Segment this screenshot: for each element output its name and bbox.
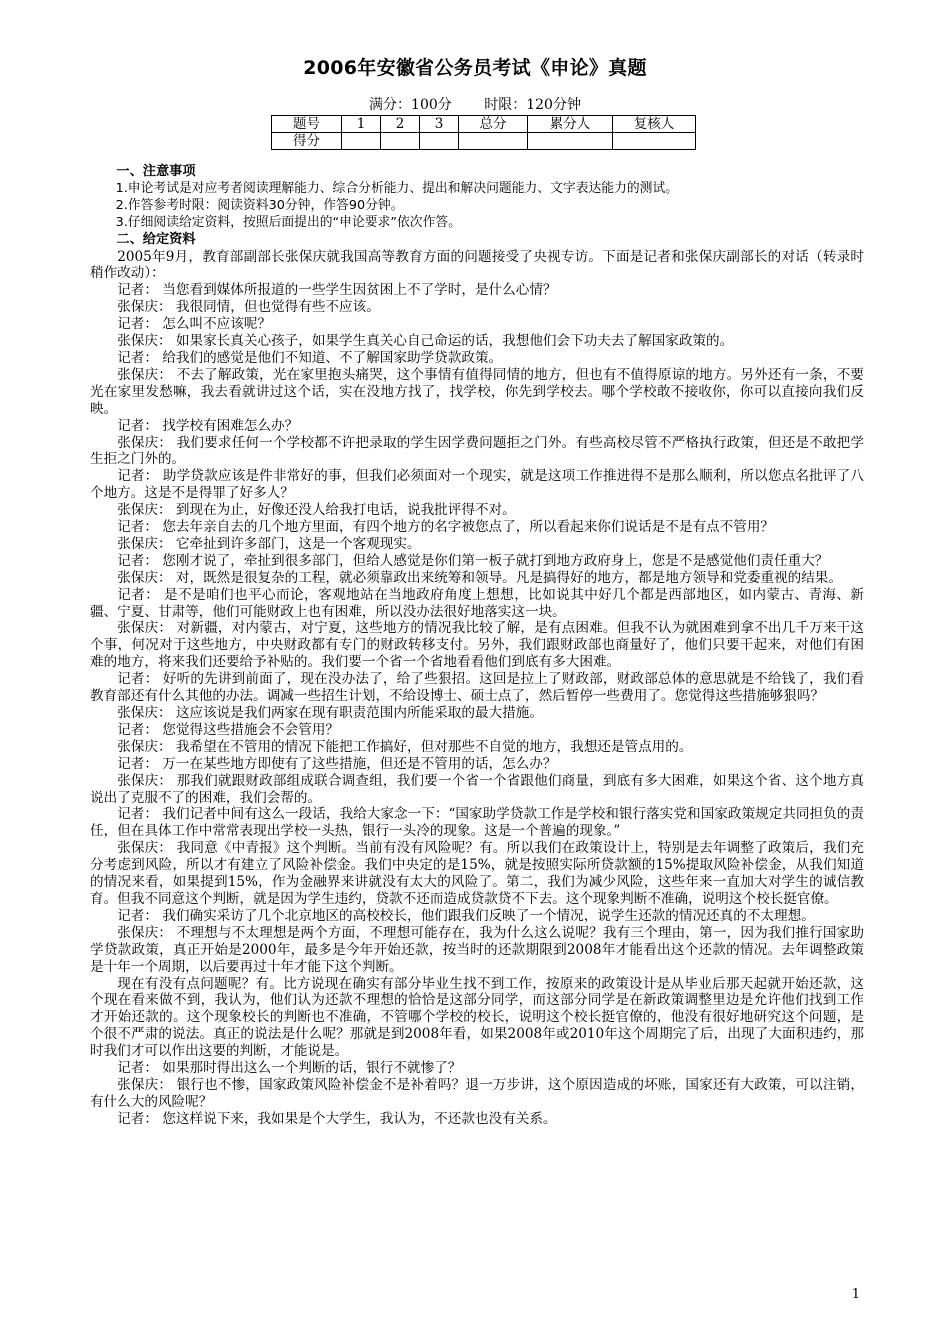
dialogue-paragraph bbox=[90, 773, 864, 807]
dialogue-paragraph bbox=[90, 671, 864, 705]
paragraph-text: 我同意《中青报》这个判断。当前有没有风险呢？有。所以我们在政策设计上，特别是去年调整了政策后，我们充分考虑到风险，所以才有建立了风险补偿金。我们中央定的是15%，就是按照实际所贷款额的15%提取风险补偿金，从我们知道的情况来看，如果提到15%，作为金融界来讲就没有太大的风险了。第二，我们为减少风险，这些年来一直加大对学生的诚信教育。但我不同意这个判断，就是因为学生违约，贷款不还而造成贷款贷不下去。这个现象判断不准确，说明这个校长挺官僚。 bbox=[90, 840, 864, 907]
dialogue-paragraph bbox=[90, 705, 864, 722]
time-limit: 时限：120分钟 bbox=[484, 97, 581, 113]
dialogue-paragraph bbox=[90, 806, 864, 840]
dialogue-paragraph bbox=[90, 282, 864, 299]
dialogue-paragraph bbox=[90, 756, 864, 773]
speaker-label: 记者： bbox=[117, 349, 158, 366]
score-header-cell: 2 bbox=[381, 116, 420, 133]
dialogue-paragraph bbox=[90, 553, 864, 570]
dialogue-paragraph bbox=[90, 908, 864, 925]
paragraph-text: 助学贷款应该是件非常好的事，但我们必须面对一个现实，就是这项工作推进得不是那么顺利，所以您点名批评了八个地方。这是不是得罪了好多人？ bbox=[90, 468, 864, 502]
speaker-label: 张保庆： bbox=[117, 333, 172, 350]
score-header-cell: 复核人 bbox=[613, 116, 696, 133]
paragraph-text: 万一在某些地方即使有了这些措施，但还是不管用的话，怎么办？ bbox=[162, 755, 557, 772]
score-header-cell: 1 bbox=[342, 116, 381, 133]
score-header-cell: 3 bbox=[420, 116, 459, 133]
score-cell[interactable] bbox=[613, 133, 696, 150]
dialogue-paragraph bbox=[90, 840, 864, 908]
dialogue-paragraph bbox=[90, 1060, 864, 1077]
paragraph-text: 我们确实采访了几个北京地区的高校校长，他们跟我们反映了一个情况，说学生还款的情况还真的不太理想。 bbox=[162, 907, 815, 924]
dialogue-paragraph bbox=[90, 620, 864, 671]
paragraph-text: 您觉得这些措施会不会管用？ bbox=[162, 721, 340, 738]
dialogue-paragraph bbox=[90, 976, 864, 1061]
speaker-label: 记者： bbox=[117, 806, 159, 823]
dialogue-paragraph bbox=[90, 299, 864, 316]
dialogue-paragraph bbox=[90, 739, 864, 756]
document-body bbox=[90, 164, 864, 1128]
score-cell[interactable] bbox=[420, 133, 459, 150]
speaker-label: 张保庆： bbox=[117, 502, 172, 519]
dialogue-paragraph bbox=[90, 316, 864, 333]
note-item: 2.作答参考时限：阅读资料30分钟，作答90分钟。 bbox=[115, 197, 404, 213]
dialogue-paragraph bbox=[90, 1077, 864, 1111]
dialogue-paragraph bbox=[90, 570, 864, 587]
paragraph-text: 对新疆，对内蒙古，对宁夏，这些地方的情况我比较了解，是有点困难。但我不认为就困难到拿不出几千万来干这个事，何况对于这些地方，中央财政都有专门的财政转移支付。另外，我们跟财政部也商量好了，他们只要干起来，对他们有困难的地方，将来我们还要给予补贴的。我们要一个省一个省地看看他们到底有多大困难。 bbox=[90, 620, 864, 671]
section-heading-materials: 二、给定资料 bbox=[116, 231, 196, 247]
score-header-cell: 题号 bbox=[272, 116, 342, 133]
page-title: 2006年安徽省公务员考试《申论》真题 bbox=[303, 57, 647, 79]
score-cell[interactable] bbox=[528, 133, 613, 150]
score-cell[interactable] bbox=[342, 133, 381, 150]
paragraph-text: 不理想与不太理想是两个方面，不理想可能存在，我为什么这么说呢？我有三个理由，第一，因为我们推行国家助学贷款政策，真正开始是2000年，最多是今年开始还款，按当时的还款期限到2008年才能看出这个还款的情况。去年调整政策是十年一个周期，以后要再过十年才能下这个判断。 bbox=[90, 924, 864, 975]
dialogue-paragraph bbox=[90, 418, 864, 435]
paragraph-text: 您这样说下来，我如果是个大学生，我认为，不还款也没有关系。 bbox=[162, 1110, 557, 1127]
dialogue-paragraph bbox=[90, 350, 864, 367]
score-row-label: 得分 bbox=[272, 133, 342, 150]
speaker-label: 张保庆： bbox=[117, 738, 172, 755]
speaker-label: 记者： bbox=[117, 907, 158, 924]
speaker-label: 记者： bbox=[117, 417, 158, 434]
paragraph-text: 是不是咱们也平心而论，客观地站在当地政府角度上想想，比如说其中好几个都是西部地区，如内蒙古、青海、新疆、宁夏、甘肃等，他们可能财政上也有困难，所以没办法很好地落实这一块。 bbox=[90, 586, 865, 620]
note-item: 1.申论考试是对应考者阅读理解能力、综合分析能力、提出和解决问题能力、文字表达能力的测试。 bbox=[115, 180, 679, 196]
score-cell[interactable] bbox=[459, 133, 528, 150]
paragraph-text: 那我们就跟财政部组成联合调查组，我们要一个省一个省跟他们商量，到底有多大困难，如果这个省、这个地方真说出了克服不了的困难，我们会帮的。 bbox=[90, 772, 864, 806]
dialogue-paragraph bbox=[90, 587, 864, 621]
speaker-label: 记者： bbox=[117, 468, 159, 485]
dialogue-paragraph bbox=[90, 468, 864, 502]
paragraph-text: 您刚才说了，牵扯到很多部门，但给人感觉是你们第一板子就打到地方政府身上，您是不是感觉他们责任重大？ bbox=[162, 552, 829, 569]
speaker-label: 记者： bbox=[117, 316, 158, 333]
dialogue-paragraph bbox=[90, 502, 864, 519]
speaker-label: 张保庆： bbox=[117, 620, 173, 637]
speaker-label: 记者： bbox=[117, 586, 160, 603]
dialogue-paragraph bbox=[90, 435, 864, 469]
dialogue-paragraph bbox=[90, 1111, 864, 1128]
page-number: 1 bbox=[851, 1287, 860, 1302]
paragraph-text: 银行也不惨，国家政策风险补偿金不是补着吗？退一万步讲，这个原因造成的坏账，国家还有大政策，可以注销，有什么大的风险呢？ bbox=[90, 1076, 864, 1110]
paragraph-text: 现在有没有点问题呢？有。比方说现在确实有部分毕业生找不到工作，按原来的政策设计是从毕业后那天起就开始还款，这个现在看来做不到，我认为，他们认为还款不理想的恰恰是这部分同学，而这部分同学是在新政策调整里边是允许他们找到工作才开始还款的。这个现象校长的判断也不准确，不管哪个学校的校长，说明这个校长挺官僚的，他没有很好地研究这个问题，是个很不严肃的说法。真正的说法是什么呢？那就是到2008年看，如果2008年或2010年这个周期完了后，出现了大面积违约，那时我们才可以作出这要的判断，才能说是。 bbox=[90, 975, 864, 1060]
speaker-label: 记者： bbox=[117, 721, 158, 738]
speaker-label: 张保庆： bbox=[117, 299, 172, 316]
speaker-label: 张保庆： bbox=[117, 434, 173, 451]
dialogue-paragraph bbox=[90, 722, 864, 739]
paragraph-text: 怎么叫不应该呢？ bbox=[162, 316, 272, 333]
speaker-label: 张保庆： bbox=[117, 772, 173, 789]
speaker-label: 张保庆： bbox=[117, 924, 173, 941]
paragraph-text: 好听的先讲到前面了，现在没办法了，给了些狠招。这回是拉上了财政部，财政部总体的意思就是不给钱了，我们看教育部还有什么其他的办法。调减一些招生计划，不给设博士、硕士点了，然后暂停一些费用了。您觉得这些措施够狠吗？ bbox=[90, 671, 864, 705]
score-table-header-row bbox=[272, 116, 696, 133]
paragraph-text: 给我们的感觉是他们不知道、不了解国家助学贷款政策。 bbox=[162, 349, 503, 366]
score-table-score-row bbox=[272, 133, 696, 150]
dialogue-paragraph bbox=[90, 519, 864, 536]
paragraph-text: 到现在为止，好像还没人给我打电话，说我批评得不对。 bbox=[175, 502, 516, 519]
speaker-label: 记者： bbox=[117, 519, 158, 536]
paragraph-text: 如果家长真关心孩子，如果学生真关心自己命运的话，我想他们会下功夫去了解国家政策的。 bbox=[175, 333, 734, 350]
dialogue-paragraph bbox=[90, 333, 864, 350]
speaker-label: 张保庆： bbox=[117, 1076, 173, 1093]
note-item: 3.仔细阅读给定资料，按照后面提出的“申论要求”依次作答。 bbox=[115, 214, 461, 230]
dialogue-material bbox=[90, 249, 864, 1128]
speaker-label: 记者： bbox=[117, 552, 158, 569]
speaker-label: 记者： bbox=[117, 282, 158, 299]
speaker-label: 张保庆： bbox=[117, 705, 172, 721]
speaker-label: 张保庆： bbox=[117, 569, 172, 586]
dialogue-paragraph bbox=[90, 925, 864, 976]
score-cell[interactable] bbox=[381, 133, 420, 150]
speaker-label: 记者： bbox=[117, 1110, 158, 1127]
paragraph-text: 它牵扯到许多部门，这是一个客观现实。 bbox=[175, 535, 421, 552]
full-marks: 满分：100分 bbox=[369, 97, 452, 113]
speaker-label: 记者： bbox=[117, 1060, 158, 1077]
paragraph-text: 如果那时得出这么一个判断的话，银行不就惨了？ bbox=[162, 1060, 462, 1077]
paragraph-text: 您去年亲自去的几个地方里面，有四个地方的名字被您点了，所以看起来你们说话是不是有点不管用？ bbox=[162, 519, 775, 536]
score-header-cell: 累分人 bbox=[528, 116, 613, 133]
speaker-label: 张保庆： bbox=[117, 366, 173, 383]
speaker-label: 记者： bbox=[117, 671, 159, 688]
speaker-label: 张保庆： bbox=[117, 840, 173, 857]
dialogue-paragraph bbox=[90, 367, 864, 418]
speaker-label: 张保庆： bbox=[117, 535, 172, 552]
paragraph-text: 对，既然是很复杂的工程，就必须靠政出来统筹和领导。凡是搞得好的地方，都是地方领导和党委重视的结果。 bbox=[175, 569, 842, 586]
score-table bbox=[271, 115, 696, 150]
dialogue-paragraph bbox=[90, 536, 864, 553]
paragraph-text: 不去了解政策，光在家里抱头痛哭，这个事情有值得同情的地方，但也有不值得原谅的地方。另外还有一条，不要光在家里发愁嘛，我去看就讲过这个话，实在没地方找了，找学校，你先到学校去。哪个学校敢不接收你，你可以直接向我们反映。 bbox=[90, 366, 864, 417]
paragraph-text: 我希望在不管用的情况下能把工作搞好，但对那些不自觉的地方，我想还是管点用的。 bbox=[175, 738, 693, 755]
paragraph-text: 当您看到媒体所报道的一些学生因贫困上不了学时，是什么心情？ bbox=[162, 282, 557, 299]
paragraph-text: 我们记者中间有这么一段话，我给大家念一下：“国家助学贷款工作是学校和银行落实党和国家政策规定共同担负的责任，但在具体工作中常常表现出学校一头热，银行一头冷的现象。这是一个普遍的现象。” bbox=[90, 806, 865, 840]
paragraph-text: 找学校有困难怎么办？ bbox=[162, 417, 299, 434]
section-heading-notes: 一、注意事项 bbox=[116, 164, 196, 179]
paragraph-text: 我很同情，但也觉得有些不应该。 bbox=[175, 299, 380, 316]
dialogue-paragraph bbox=[90, 249, 864, 283]
paragraph-text: 2005年9月，教育部副部长张保庆就我国高等教育方面的问题接受了央视专访。下面是记者和张保庆副部长的对话（转录时稍作改动）： bbox=[90, 248, 864, 282]
exam-meta bbox=[0, 96, 950, 114]
paragraph-text: 这应该说是我们两家在现有职责范围内所能采取的最大措施。 bbox=[175, 705, 543, 721]
paragraph-text: 我们要求任何一个学校都不许把录取的学生因学费问题拒之门外。有些高校尽管不严格执行政策，但还是不敢把学生拒之门外的。 bbox=[90, 434, 864, 468]
score-header-cell: 总分 bbox=[459, 116, 528, 133]
speaker-label: 记者： bbox=[117, 755, 158, 772]
